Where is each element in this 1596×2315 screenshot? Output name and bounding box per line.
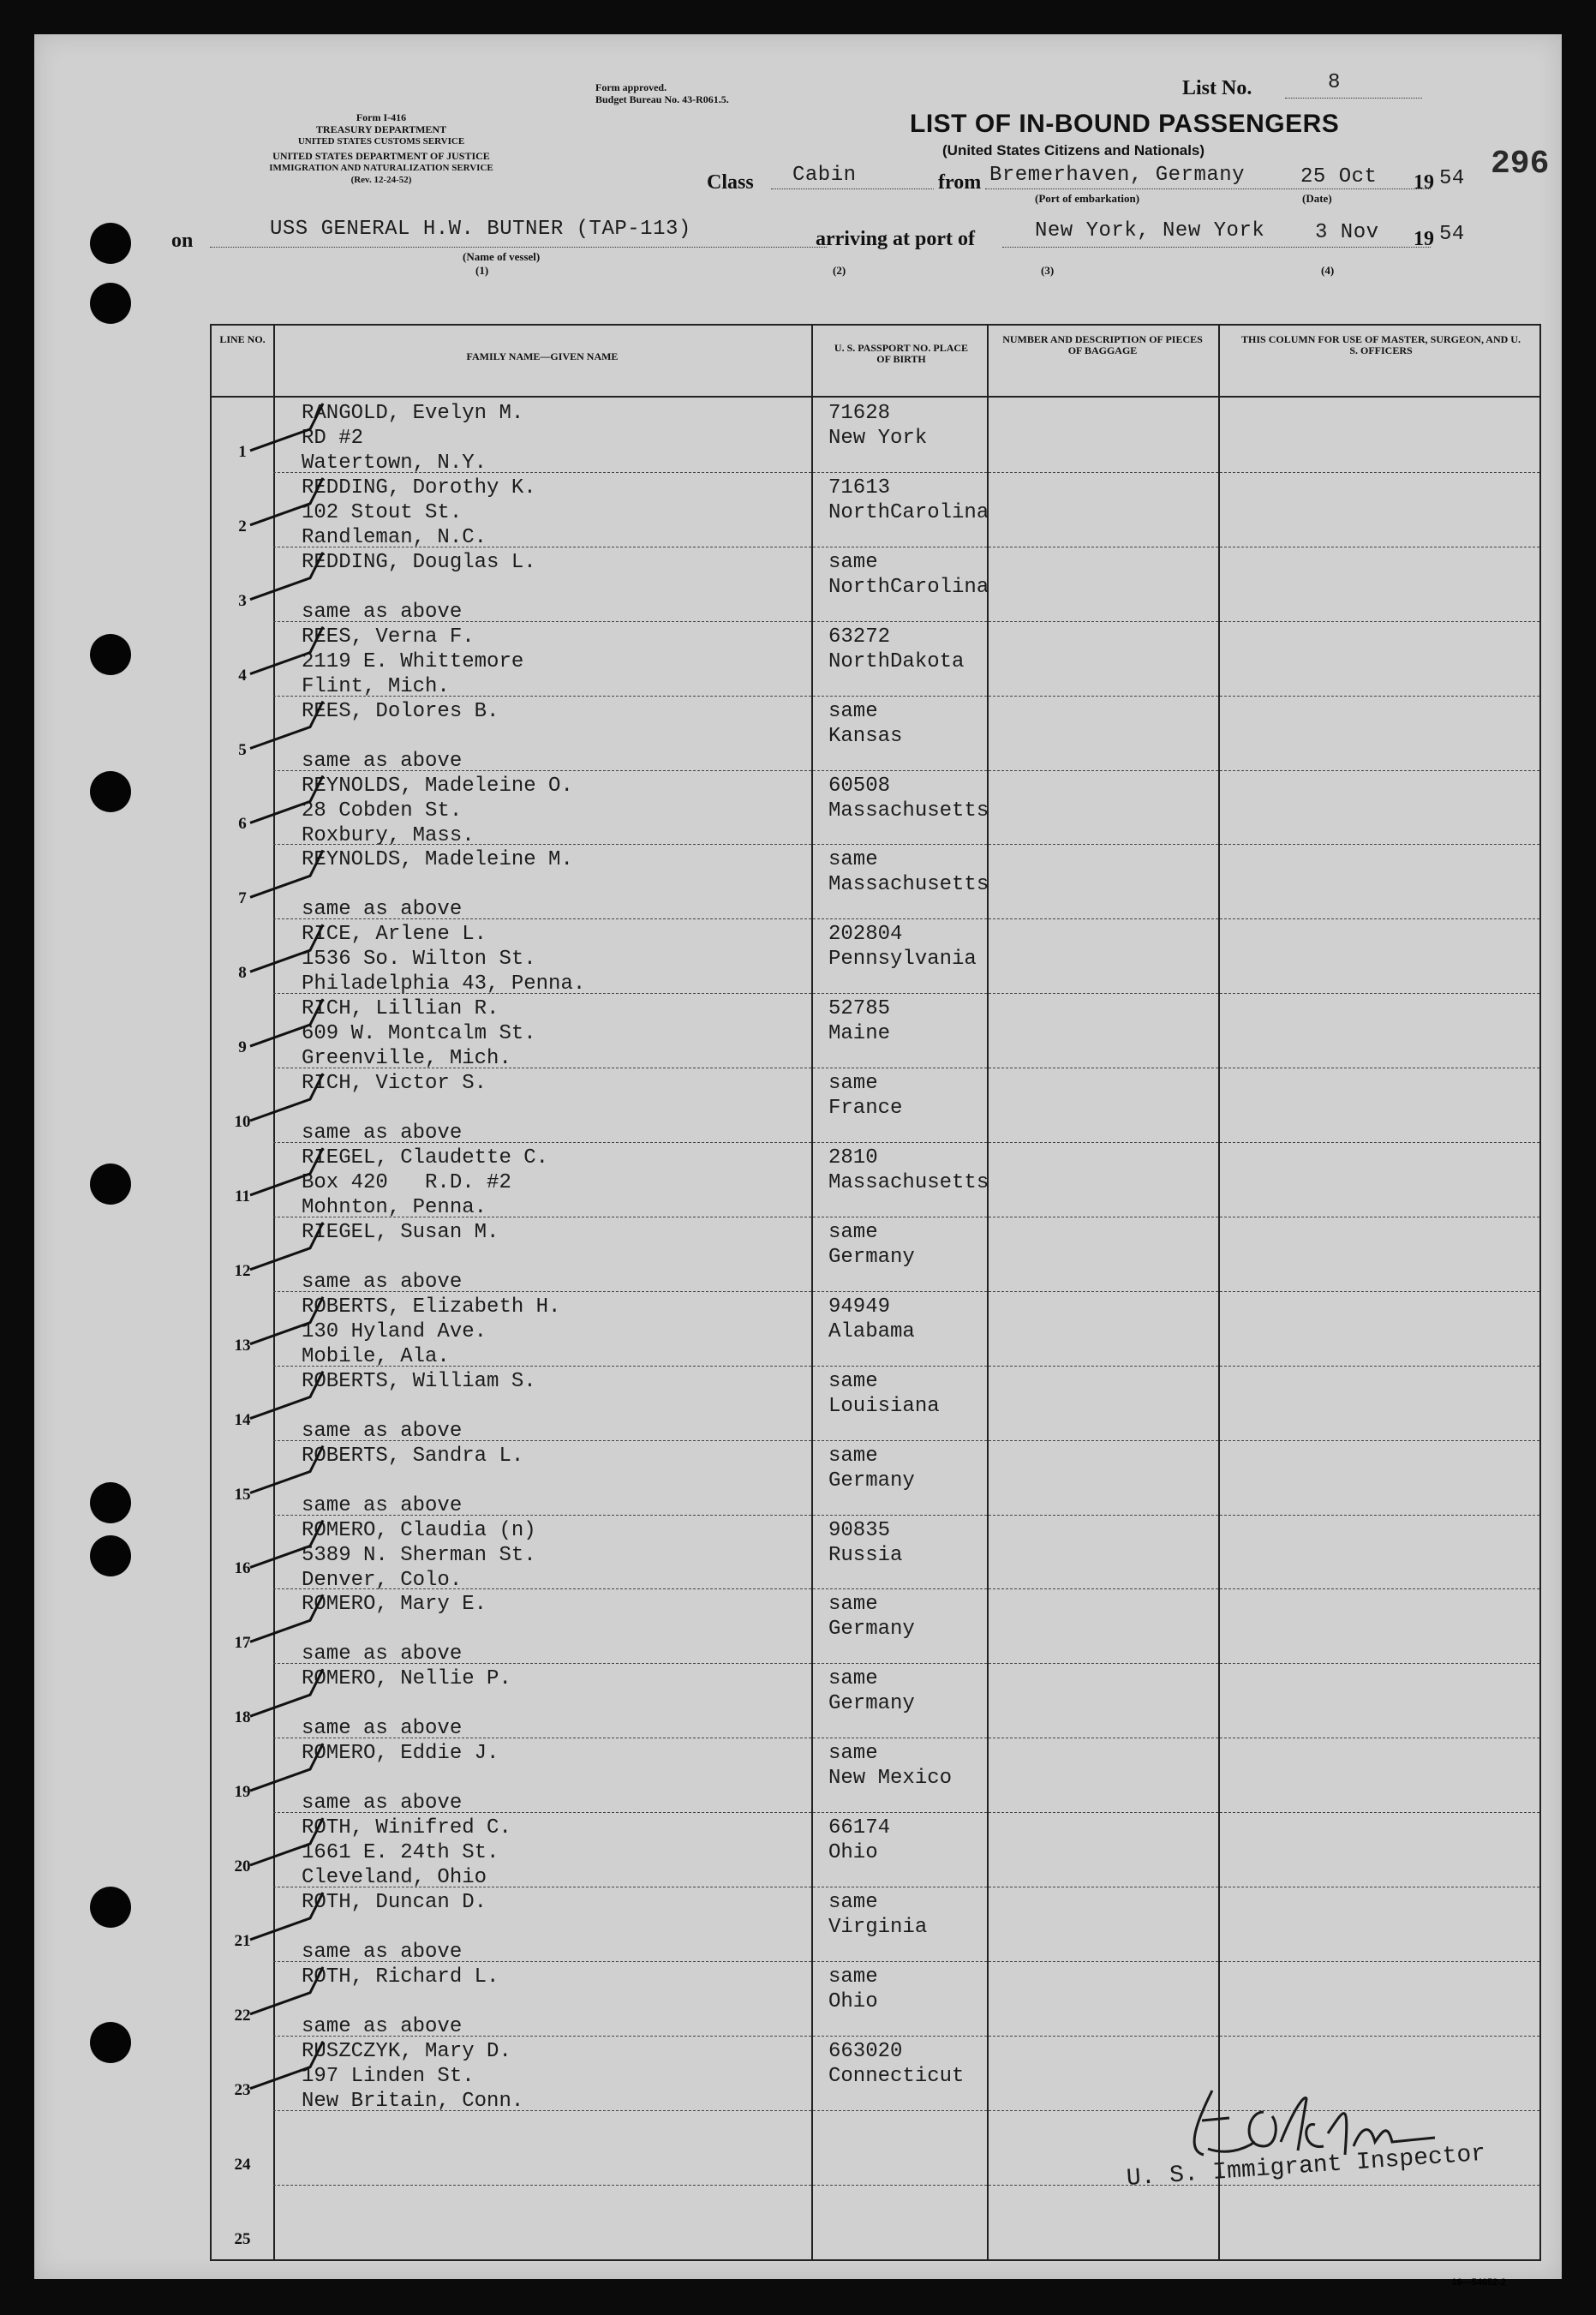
- line-number: 18: [234, 1708, 251, 1727]
- row-divider: [273, 1515, 1539, 1516]
- binder-hole: [90, 634, 131, 675]
- line-number: 20: [234, 1857, 251, 1875]
- col1-caption: (1): [475, 264, 489, 277]
- col3-caption: (3): [1041, 264, 1055, 277]
- binder-hole: [90, 1887, 131, 1928]
- passenger-name-address: ROBERTS, Sandra L. same as above: [302, 1444, 524, 1517]
- list-no-value: 8: [1328, 71, 1341, 94]
- passenger-name-address: ROBERTS, Elizabeth H. 130 Hyland Ave. Mobile, Ala.: [302, 1295, 561, 1368]
- row-divider: [273, 472, 1539, 473]
- passenger-name-address: ROBERTS, William S. same as above: [302, 1369, 536, 1443]
- line-number: 24: [234, 2155, 251, 2174]
- binder-hole: [90, 1482, 131, 1523]
- passport-birthplace: 2810 Massachusetts: [828, 1146, 989, 1194]
- line-number: 7: [238, 889, 247, 908]
- passenger-name-address: RANGOLD, Evelyn M. RD #2 Watertown, N.Y.: [302, 402, 524, 475]
- passport-birthplace: 90835 Russia: [828, 1518, 903, 1567]
- embark-year: 54: [1439, 167, 1465, 190]
- passenger-name-address: ROTH, Richard L. same as above: [302, 1965, 499, 2038]
- passenger-name-address: ROTH, Winifred C. 1661 E. 24th St. Cleveland, Ohio: [302, 1816, 511, 1890]
- header-rule: [212, 396, 1539, 398]
- passport-birthplace: 94949 Alabama: [828, 1295, 915, 1343]
- row-divider: [273, 2036, 1539, 2037]
- line-number: 12: [234, 1261, 251, 1280]
- arrival-line: [1002, 247, 1431, 248]
- passenger-name-address: RIEGEL, Claudette C. Box 420 R.D. #2 Mohnton, Penna.: [302, 1146, 549, 1219]
- form-approved: Form approved.: [595, 81, 667, 93]
- line-number: 11: [235, 1187, 250, 1205]
- row-divider: [273, 1142, 1539, 1143]
- customs-service: UNITED STATES CUSTOMS SERVICE: [297, 136, 465, 147]
- line-number: 13: [234, 1336, 251, 1355]
- col-header-line-no: LINE NO.: [219, 333, 266, 345]
- line-number: 9: [238, 1038, 247, 1057]
- passport-birthplace: same France: [828, 1072, 903, 1121]
- passenger-table: [210, 324, 1541, 2261]
- passport-birthplace: 663020 Connecticut: [828, 2039, 965, 2088]
- binder-hole: [90, 2022, 131, 2063]
- passport-birthplace: 71613 NorthCarolina: [828, 476, 989, 524]
- binder-hole: [90, 223, 131, 264]
- document-number: 16—54652-2: [1451, 2277, 1506, 2288]
- col-header-name: FAMILY NAME—GIVEN NAME: [466, 350, 619, 362]
- passenger-name-address: RICE, Arlene L. 1536 So. Wilton St. Philadelphia 43, Penna.: [302, 923, 586, 996]
- line-number: 25: [234, 2229, 251, 2248]
- row-divider: [273, 1588, 1539, 1589]
- from-label: from: [938, 171, 982, 194]
- col-divider: [811, 326, 813, 2259]
- col-header-baggage: NUMBER AND DESCRIPTION OF PIECES OF BAGGAGE: [1002, 333, 1203, 356]
- passport-birthplace: same Massachusetts: [828, 848, 989, 897]
- passenger-name-address: ROMERO, Claudia (n) 5389 N. Sherman St. Denver, Colo.: [302, 1518, 536, 1592]
- class-value: Cabin: [792, 164, 857, 187]
- line-number: 5: [238, 740, 247, 759]
- passenger-name-address: RUSZCZYK, Mary D. 197 Linden St. New Britain, Conn.: [302, 2039, 524, 2113]
- passport-birthplace: 63272 NorthDakota: [828, 625, 965, 673]
- passport-birthplace: 66174 Ohio: [828, 1816, 891, 1865]
- inspector-label: U. S. Immigrant Inspector: [1125, 2140, 1487, 2192]
- justice-dept: UNITED STATES DEPARTMENT OF JUSTICE: [272, 150, 490, 162]
- line-number: 8: [238, 964, 247, 983]
- col-divider: [987, 326, 989, 2259]
- embark-date-caption: (Date): [1302, 192, 1332, 205]
- budget-bureau: Budget Bureau No. 43-R061.5.: [595, 93, 729, 105]
- row-divider: [273, 1663, 1539, 1664]
- line-number: 3: [238, 591, 247, 610]
- class-label: Class: [707, 171, 754, 194]
- row-divider: [273, 1961, 1539, 1962]
- row-divider: [273, 696, 1539, 697]
- passenger-name-address: ROMERO, Nellie P. same as above: [302, 1667, 511, 1741]
- passenger-name-address: REES, Dolores B. same as above: [302, 699, 499, 773]
- ins-name: IMMIGRATION AND NATURALIZATION SERVICE: [269, 163, 493, 173]
- binder-hole: [90, 1535, 131, 1576]
- line-number: 19: [234, 1783, 251, 1802]
- passenger-name-address: REYNOLDS, Madeleine M. same as above: [302, 848, 573, 922]
- col-divider: [1218, 326, 1220, 2259]
- vessel-line: [210, 247, 827, 248]
- line-number: 15: [234, 1485, 251, 1504]
- approval-block: [595, 81, 729, 105]
- col-header-passport: U. S. PASSPORT NO. PLACE OF BIRTH: [834, 342, 969, 365]
- line-number: 14: [234, 1410, 251, 1429]
- passenger-name-address: ROMERO, Mary E. same as above: [302, 1593, 487, 1666]
- passenger-name-address: REES, Verna F. 2119 E. Whittemore Flint, Mich.: [302, 625, 524, 698]
- passport-birthplace: same Kansas: [828, 699, 903, 748]
- line-number: 23: [234, 2080, 251, 2099]
- line-number: 2: [238, 517, 247, 535]
- row-divider: [273, 770, 1539, 771]
- arrival-year-prefix: 19: [1414, 228, 1434, 250]
- passport-birthplace: 60508 Massachusetts: [828, 774, 989, 823]
- row-divider: [273, 993, 1539, 994]
- page-subtitle: (United States Citizens and Nationals): [942, 142, 1205, 159]
- passenger-name-address: REDDING, Dorothy K. 102 Stout St. Randleman, N.C.: [302, 476, 536, 549]
- row-divider: [273, 844, 1539, 845]
- col-divider: [273, 326, 275, 2259]
- passport-birthplace: same Germany: [828, 1220, 915, 1269]
- embark-year-prefix: 19: [1414, 171, 1434, 194]
- binder-hole: [90, 771, 131, 812]
- treasury-dept: TREASURY DEPARTMENT: [315, 123, 447, 135]
- document-page: [34, 34, 1562, 2288]
- arriving-label: arriving at port of: [816, 228, 975, 250]
- line-number: 4: [238, 666, 247, 685]
- revision-date: (Rev. 12-24-52): [350, 175, 412, 185]
- agency-block: [158, 111, 604, 186]
- row-divider: [273, 621, 1539, 622]
- passenger-name-address: REYNOLDS, Madeleine O. 28 Cobden St. Roxbury, Mass.: [302, 774, 573, 847]
- arrival-year: 54: [1439, 223, 1465, 246]
- col-header-officers: THIS COLUMN FOR USE OF MASTER, SURGEON, AND U. S. OFFICERS: [1241, 333, 1521, 356]
- passport-birthplace: 202804 Pennsylvania: [828, 923, 977, 972]
- embark-port-caption: (Port of embarkation): [1035, 192, 1140, 205]
- line-number: 16: [234, 1559, 251, 1578]
- passport-birthplace: same New Mexico: [828, 1742, 953, 1791]
- row-divider: [273, 1440, 1539, 1441]
- passenger-name-address: REDDING, Douglas L. same as above: [302, 550, 536, 624]
- passenger-name-address: ROTH, Duncan D. same as above: [302, 1891, 487, 1964]
- passport-birthplace: same NorthCarolina: [828, 550, 989, 599]
- list-no-label: List No.: [1182, 77, 1252, 99]
- page-stamp: 296: [1491, 146, 1550, 182]
- passenger-name-address: ROMERO, Eddie J. same as above: [302, 1742, 499, 1816]
- line-number: 6: [238, 815, 247, 834]
- passport-birthplace: 71628 New York: [828, 402, 928, 450]
- line-number: 21: [234, 1931, 251, 1950]
- page-title: LIST OF IN-BOUND PASSENGERS: [910, 110, 1340, 138]
- passenger-name-address: RICH, Victor S. same as above: [302, 1072, 487, 1146]
- passport-birthplace: same Virginia: [828, 1891, 928, 1939]
- passport-birthplace: same Germany: [828, 1593, 915, 1642]
- passport-birthplace: same Germany: [828, 1444, 915, 1492]
- arrival-date: 3 Nov: [1315, 221, 1379, 244]
- passport-birthplace: same Louisiana: [828, 1369, 940, 1418]
- class-line: [771, 188, 934, 189]
- line-number: 1: [238, 442, 247, 461]
- line-number: 10: [234, 1113, 251, 1131]
- passenger-name-address: RICH, Lillian R. 609 W. Montcalm St. Greenville, Mich.: [302, 997, 536, 1071]
- passport-birthplace: 52785 Maine: [828, 997, 891, 1046]
- binder-hole: [90, 283, 131, 324]
- row-divider: [273, 1291, 1539, 1292]
- on-label: on: [171, 230, 194, 252]
- row-divider: [273, 1812, 1539, 1813]
- embark-port: Bremerhaven, Germany: [989, 164, 1246, 187]
- from-line: [985, 188, 1431, 189]
- vessel-name: USS GENERAL H.W. BUTNER (TAP-113): [270, 218, 691, 241]
- row-divider: [273, 918, 1539, 919]
- row-divider: [273, 2185, 1539, 2186]
- passport-birthplace: same Germany: [828, 1667, 915, 1716]
- vessel-caption: (Name of vessel): [463, 250, 541, 263]
- passenger-name-address: RIEGEL, Susan M. same as above: [302, 1220, 499, 1294]
- row-divider: [273, 1366, 1539, 1367]
- col2-caption: (2): [833, 264, 846, 277]
- list-no-line: [1285, 98, 1422, 99]
- line-number: 22: [234, 2006, 251, 2025]
- col4-caption: (4): [1321, 264, 1335, 277]
- form-number: Form I-416: [356, 111, 407, 123]
- arrival-port: New York, New York: [1035, 219, 1265, 242]
- line-number: 17: [234, 1634, 251, 1653]
- binder-hole: [90, 1163, 131, 1205]
- passport-birthplace: same Ohio: [828, 1965, 878, 2013]
- embark-date: 25 Oct: [1300, 165, 1378, 188]
